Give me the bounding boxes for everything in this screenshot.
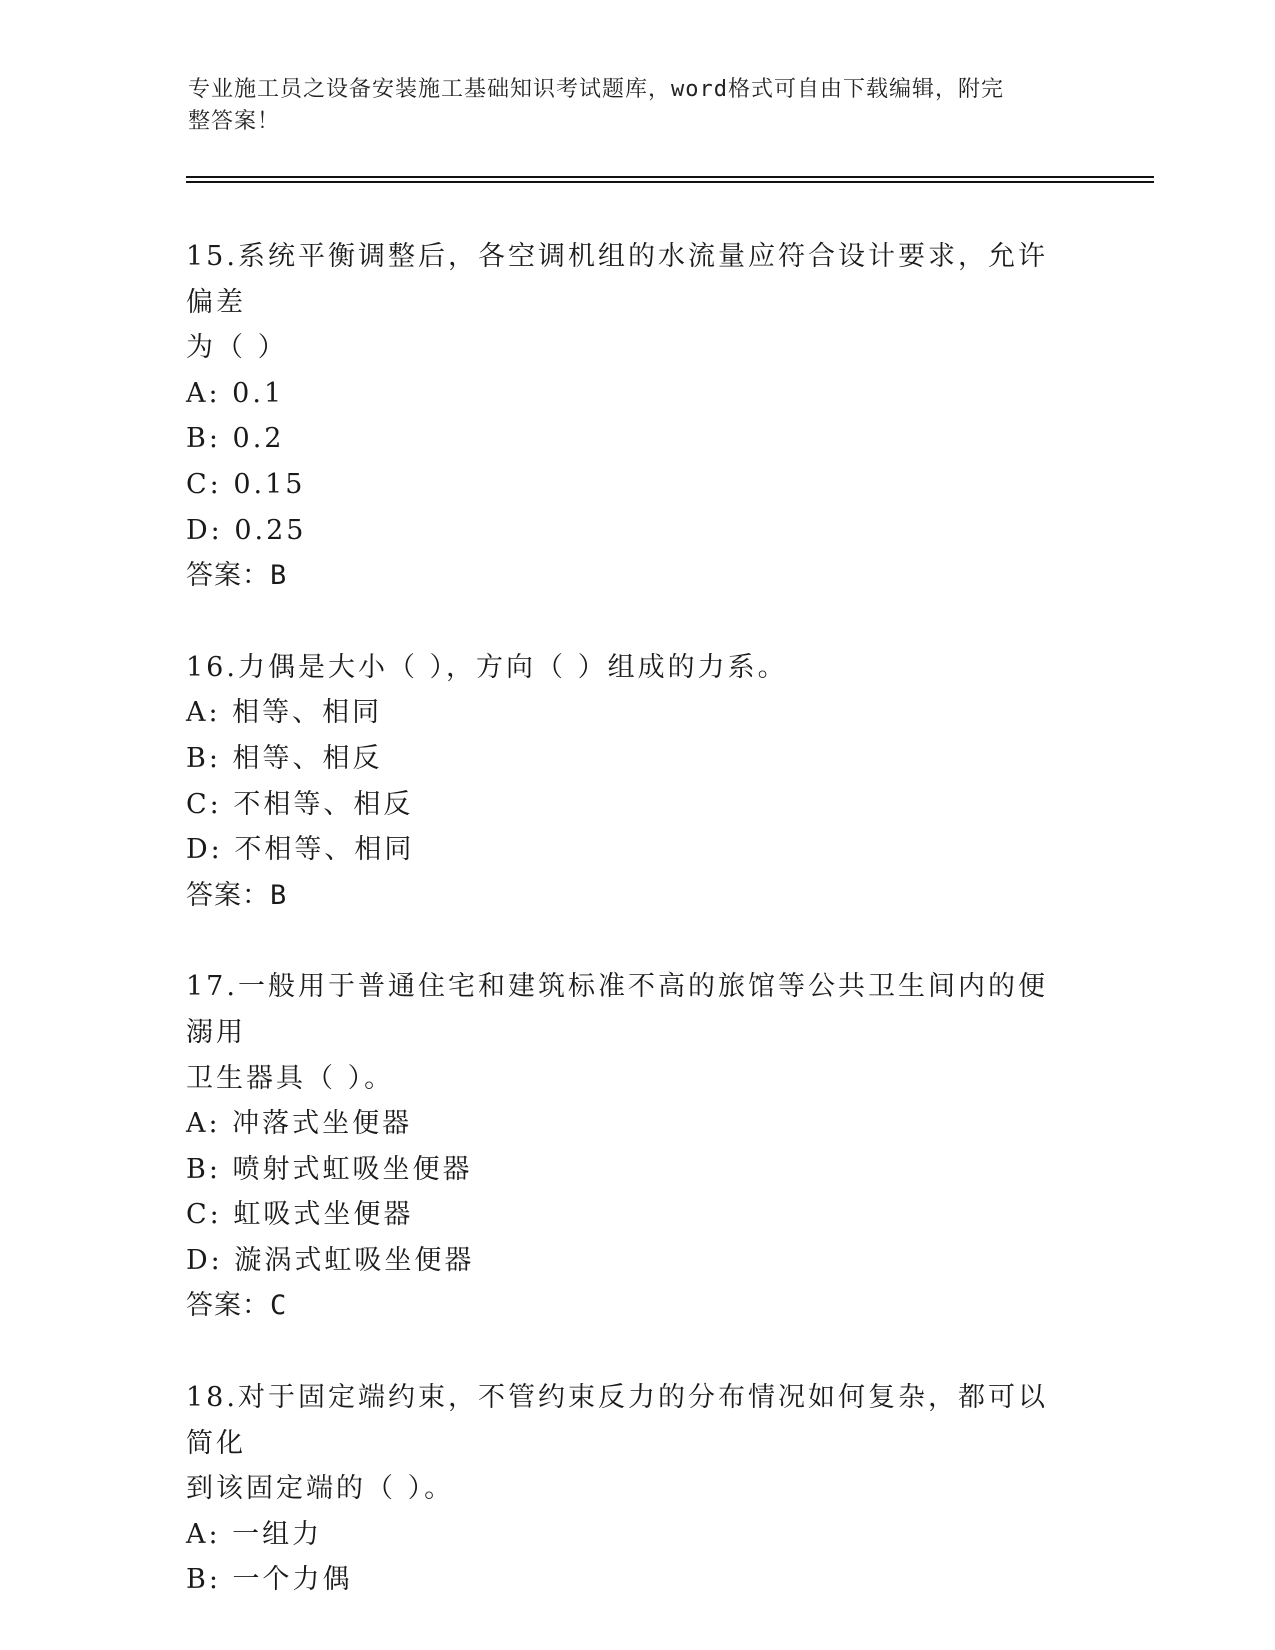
question-text-line-2: 为（ ） — [186, 332, 288, 364]
option-a: A: 一组力 — [186, 1518, 323, 1550]
question-16 — [186, 645, 1086, 919]
option-d: D: 0.25 — [186, 514, 307, 546]
answer: 答案：B — [186, 879, 288, 911]
question-text-line-1: 16.力偶是大小（ ），方向（ ）组成的力系。 — [186, 651, 788, 683]
option-c: C: 0.15 — [186, 468, 306, 500]
question-text-line-1: 17.一般用于普通住宅和建筑标准不高的旅馆等公共卫生间内的便溺用 — [186, 971, 1048, 1048]
question-15 — [186, 234, 1086, 599]
question-list — [186, 234, 1086, 1649]
option-a: A: 0.1 — [186, 377, 285, 409]
answer: 答案：C — [186, 1290, 288, 1322]
document-header — [188, 74, 1068, 138]
header-divider-bottom — [186, 181, 1154, 183]
option-b: B: 一个力偶 — [186, 1564, 353, 1596]
header-divider-top — [186, 176, 1154, 178]
header-line-2: 整答案！ — [188, 109, 281, 134]
option-c: C: 不相等、相反 — [186, 788, 414, 820]
option-c: C: 虹吸式坐便器 — [186, 1199, 414, 1231]
answer: 答案：B — [186, 560, 288, 592]
question-text-line-2: 卫生器具（ ）。 — [186, 1062, 395, 1094]
question-text-line-1: 15.系统平衡调整后，各空调机组的水流量应符合设计要求，允许偏差 — [186, 241, 1048, 318]
option-d: D: 漩涡式虹吸坐便器 — [186, 1244, 475, 1276]
question-17 — [186, 964, 1086, 1329]
option-b: B: 0.2 — [186, 423, 285, 455]
header-line-1: 专业施工员之设备安装施工基础知识考试题库，word格式可自由下载编辑，附完 — [188, 77, 1004, 102]
question-18 — [186, 1375, 1086, 1603]
question-text-line-1: 18.对于固定端约束，不管约束反力的分布情况如何复杂，都可以简化 — [186, 1382, 1048, 1459]
option-b: B: 喷射式虹吸坐便器 — [186, 1153, 473, 1185]
option-d: D: 不相等、相同 — [186, 834, 415, 866]
option-a: A: 相等、相同 — [186, 697, 383, 729]
option-b: B: 相等、相反 — [186, 742, 383, 774]
question-text-line-2: 到该固定端的（ ）。 — [186, 1473, 455, 1505]
option-a: A: 冲落式坐便器 — [186, 1108, 413, 1140]
